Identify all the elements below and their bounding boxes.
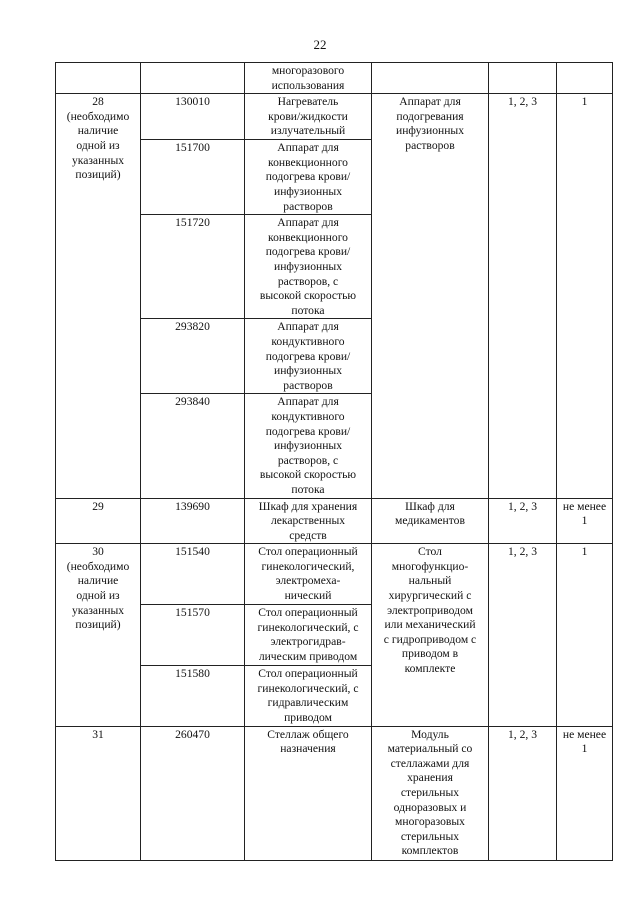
requirement-cell: 1, 2, 3 [489, 544, 557, 726]
table-row [56, 94, 613, 140]
item-name-cell: Аппарат для кондуктивного подогрева крови/ инфузионных растворов [245, 319, 372, 394]
quantity-cell: не менее 1 [557, 498, 613, 544]
item-name-cell: Стол операционный гинекологический, с электрогидрав- лическим приводом [245, 605, 372, 666]
group-cell: 28 (необходимо наличие одной из указанных позиций) [56, 94, 141, 498]
group-cell: 30 (необходимо наличие одной из указанных позиций) [56, 544, 141, 726]
code-cell: 151700 [141, 140, 245, 215]
group-cell: 31 [56, 726, 141, 860]
item-name-cell: Аппарат для кондуктивного подогрева крови/ инфузионных растворов, с высокой скоростью потока [245, 394, 372, 498]
quantity-cell: 1 [557, 544, 613, 726]
equipment-cell: Аппарат для подогревания инфузионных растворов [372, 94, 489, 498]
table-row [56, 726, 613, 860]
code-cell: 151580 [141, 666, 245, 726]
code-cell: 260470 [141, 726, 245, 860]
item-name-cell: Аппарат для конвекционного подогрева крови/ инфузионных растворов, с высокой скоростью потока [245, 215, 372, 319]
table-row [56, 63, 613, 94]
table-row [56, 544, 613, 605]
item-name-cell: Нагреватель крови/жидкости излучательный [245, 94, 372, 140]
equipment-cell [372, 63, 489, 94]
equipment-table [55, 62, 613, 861]
table-row [56, 498, 613, 544]
code-cell: 293840 [141, 394, 245, 498]
group-cell: 29 [56, 498, 141, 544]
item-name-cell: Стол операционный гинекологический, с гидравлическим приводом [245, 666, 372, 726]
equipment-cell: Модуль материальный со стеллажами для хранения стерильных одноразовых и многоразовых стерильных комплектов [372, 726, 489, 860]
equipment-cell: Шкаф для медикаментов [372, 498, 489, 544]
code-cell: 151540 [141, 544, 245, 605]
item-name-cell: Аппарат для конвекционного подогрева крови/ инфузионных растворов [245, 140, 372, 215]
item-name-cell: многоразового использования [245, 63, 372, 94]
code-cell: 151720 [141, 215, 245, 319]
quantity-cell: не менее 1 [557, 726, 613, 860]
quantity-cell: 1 [557, 94, 613, 498]
group-cell [56, 63, 141, 94]
item-name-cell: Стол операционный гинекологический, электромеха- нический [245, 544, 372, 605]
quantity-cell [557, 63, 613, 94]
requirement-cell: 1, 2, 3 [489, 94, 557, 498]
requirement-cell: 1, 2, 3 [489, 726, 557, 860]
code-cell: 130010 [141, 94, 245, 140]
code-cell: 139690 [141, 498, 245, 544]
requirement-cell: 1, 2, 3 [489, 498, 557, 544]
code-cell: 293820 [141, 319, 245, 394]
page-number: 22 [313, 37, 327, 52]
code-cell [141, 63, 245, 94]
requirement-cell [489, 63, 557, 94]
item-name-cell: Шкаф для хранения лекарственных средств [245, 498, 372, 544]
item-name-cell: Стеллаж общего назначения [245, 726, 372, 860]
equipment-cell: Стол многофункцио- нальный хирургический с электроприводом или механический с гидроприводом с приводом в комплекте [372, 544, 489, 726]
code-cell: 151570 [141, 605, 245, 666]
